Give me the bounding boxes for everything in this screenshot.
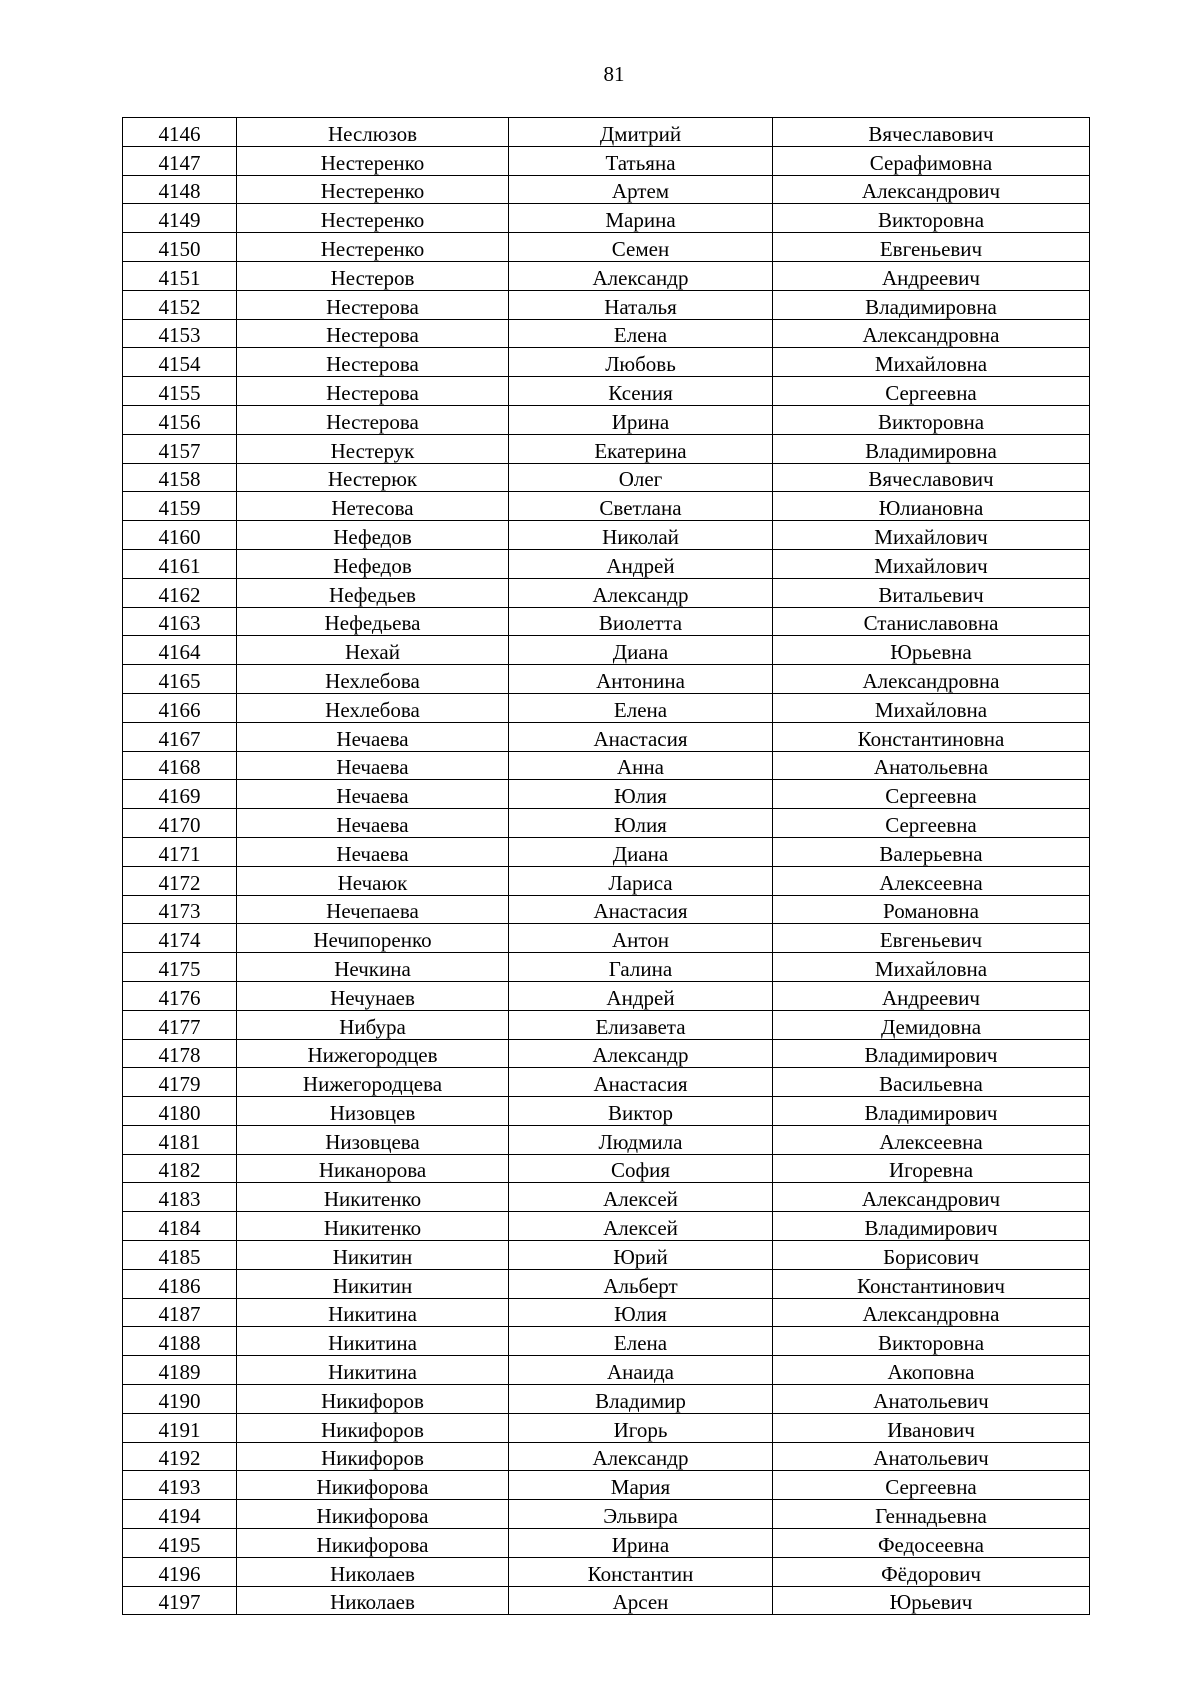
patronymic-cell: Игоревна bbox=[773, 1154, 1090, 1183]
first-name-cell: Светлана bbox=[509, 492, 773, 521]
patronymic-cell: Фёдорович bbox=[773, 1557, 1090, 1586]
first-name-cell: Наталья bbox=[509, 290, 773, 319]
row-number-cell: 4159 bbox=[123, 492, 237, 521]
table-row bbox=[123, 348, 1090, 377]
row-number-cell: 4162 bbox=[123, 578, 237, 607]
last-name-cell: Никитенко bbox=[237, 1212, 509, 1241]
first-name-cell: Дмитрий bbox=[509, 118, 773, 147]
last-name-cell: Нестеренко bbox=[237, 146, 509, 175]
last-name-cell: Нефедов bbox=[237, 521, 509, 550]
table-row bbox=[123, 780, 1090, 809]
table-row bbox=[123, 549, 1090, 578]
table-row bbox=[123, 1183, 1090, 1212]
row-number-cell: 4164 bbox=[123, 636, 237, 665]
first-name-cell: Анна bbox=[509, 751, 773, 780]
table-row bbox=[123, 319, 1090, 348]
row-number-cell: 4190 bbox=[123, 1385, 237, 1414]
first-name-cell: Александр bbox=[509, 1442, 773, 1471]
patronymic-cell: Сергеевна bbox=[773, 1471, 1090, 1500]
row-number-cell: 4182 bbox=[123, 1154, 237, 1183]
first-name-cell: Олег bbox=[509, 463, 773, 492]
patronymic-cell: Константиновна bbox=[773, 722, 1090, 751]
first-name-cell: Виктор bbox=[509, 1097, 773, 1126]
patronymic-cell: Александровна bbox=[773, 665, 1090, 694]
last-name-cell: Нечаева bbox=[237, 809, 509, 838]
table-row bbox=[123, 1241, 1090, 1270]
first-name-cell: Юлия bbox=[509, 1298, 773, 1327]
patronymic-cell: Вячеславович bbox=[773, 463, 1090, 492]
last-name-cell: Нестеренко bbox=[237, 233, 509, 262]
patronymic-cell: Викторовна bbox=[773, 204, 1090, 233]
row-number-cell: 4184 bbox=[123, 1212, 237, 1241]
last-name-cell: Нестеров bbox=[237, 261, 509, 290]
table-row bbox=[123, 1500, 1090, 1529]
first-name-cell: Александр bbox=[509, 261, 773, 290]
first-name-cell: Константин bbox=[509, 1557, 773, 1586]
table-row bbox=[123, 463, 1090, 492]
last-name-cell: Неслюзов bbox=[237, 118, 509, 147]
patronymic-cell: Акоповна bbox=[773, 1356, 1090, 1385]
first-name-cell: Александр bbox=[509, 1039, 773, 1068]
first-name-cell: Артем bbox=[509, 175, 773, 204]
last-name-cell: Нестерова bbox=[237, 405, 509, 434]
first-name-cell: Анастасия bbox=[509, 895, 773, 924]
row-number-cell: 4168 bbox=[123, 751, 237, 780]
first-name-cell: Мария bbox=[509, 1471, 773, 1500]
first-name-cell: Игорь bbox=[509, 1413, 773, 1442]
last-name-cell: Никитина bbox=[237, 1298, 509, 1327]
row-number-cell: 4160 bbox=[123, 521, 237, 550]
last-name-cell: Низовцев bbox=[237, 1097, 509, 1126]
patronymic-cell: Алексеевна bbox=[773, 866, 1090, 895]
last-name-cell: Нечкина bbox=[237, 953, 509, 982]
table-row bbox=[123, 521, 1090, 550]
table-row bbox=[123, 1356, 1090, 1385]
patronymic-cell: Юрьевна bbox=[773, 636, 1090, 665]
first-name-cell: Алексей bbox=[509, 1183, 773, 1212]
patronymic-cell: Александрович bbox=[773, 175, 1090, 204]
row-number-cell: 4147 bbox=[123, 146, 237, 175]
patronymic-cell: Юрьевич bbox=[773, 1586, 1090, 1615]
row-number-cell: 4169 bbox=[123, 780, 237, 809]
last-name-cell: Никитина bbox=[237, 1327, 509, 1356]
first-name-cell: Виолетта bbox=[509, 607, 773, 636]
last-name-cell: Никитенко bbox=[237, 1183, 509, 1212]
table-row bbox=[123, 751, 1090, 780]
row-number-cell: 4166 bbox=[123, 693, 237, 722]
last-name-cell: Никанорова bbox=[237, 1154, 509, 1183]
patronymic-cell: Витальевич bbox=[773, 578, 1090, 607]
first-name-cell: Антонина bbox=[509, 665, 773, 694]
patronymic-cell: Константинович bbox=[773, 1269, 1090, 1298]
first-name-cell: Марина bbox=[509, 204, 773, 233]
patronymic-cell: Михайловна bbox=[773, 693, 1090, 722]
row-number-cell: 4156 bbox=[123, 405, 237, 434]
first-name-cell: Елена bbox=[509, 1327, 773, 1356]
patronymic-cell: Михайловна bbox=[773, 953, 1090, 982]
row-number-cell: 4183 bbox=[123, 1183, 237, 1212]
row-number-cell: 4153 bbox=[123, 319, 237, 348]
patronymic-cell: Демидовна bbox=[773, 1010, 1090, 1039]
patronymic-cell: Серафимовна bbox=[773, 146, 1090, 175]
table-row bbox=[123, 1586, 1090, 1615]
first-name-cell: Диана bbox=[509, 837, 773, 866]
first-name-cell: Юрий bbox=[509, 1241, 773, 1270]
last-name-cell: Никифоров bbox=[237, 1385, 509, 1414]
table-row bbox=[123, 722, 1090, 751]
page-number: 81 bbox=[603, 62, 625, 86]
last-name-cell: Нижегородцева bbox=[237, 1068, 509, 1097]
first-name-cell: Семен bbox=[509, 233, 773, 262]
first-name-cell: Алексей bbox=[509, 1212, 773, 1241]
row-number-cell: 4165 bbox=[123, 665, 237, 694]
last-name-cell: Никифорова bbox=[237, 1529, 509, 1558]
last-name-cell: Нестерова bbox=[237, 290, 509, 319]
row-number-cell: 4180 bbox=[123, 1097, 237, 1126]
first-name-cell: Альберт bbox=[509, 1269, 773, 1298]
row-number-cell: 4149 bbox=[123, 204, 237, 233]
row-number-cell: 4178 bbox=[123, 1039, 237, 1068]
first-name-cell: Юлия bbox=[509, 809, 773, 838]
table-row bbox=[123, 953, 1090, 982]
table-row bbox=[123, 1413, 1090, 1442]
last-name-cell: Нечипоренко bbox=[237, 924, 509, 953]
table-row bbox=[123, 924, 1090, 953]
patronymic-cell: Алексеевна bbox=[773, 1125, 1090, 1154]
table-row bbox=[123, 175, 1090, 204]
table-row bbox=[123, 607, 1090, 636]
first-name-cell: Татьяна bbox=[509, 146, 773, 175]
patronymic-cell: Евгеньевич bbox=[773, 924, 1090, 953]
last-name-cell: Никифоров bbox=[237, 1413, 509, 1442]
patronymic-cell: Евгеньевич bbox=[773, 233, 1090, 262]
last-name-cell: Нестерова bbox=[237, 348, 509, 377]
row-number-cell: 4192 bbox=[123, 1442, 237, 1471]
last-name-cell: Нечунаев bbox=[237, 981, 509, 1010]
table-row bbox=[123, 434, 1090, 463]
first-name-cell: Лариса bbox=[509, 866, 773, 895]
row-number-cell: 4195 bbox=[123, 1529, 237, 1558]
table-row bbox=[123, 809, 1090, 838]
row-number-cell: 4152 bbox=[123, 290, 237, 319]
first-name-cell: Антон bbox=[509, 924, 773, 953]
row-number-cell: 4163 bbox=[123, 607, 237, 636]
row-number-cell: 4194 bbox=[123, 1500, 237, 1529]
last-name-cell: Нестерова bbox=[237, 319, 509, 348]
row-number-cell: 4171 bbox=[123, 837, 237, 866]
last-name-cell: Нестеренко bbox=[237, 175, 509, 204]
last-name-cell: Никитин bbox=[237, 1241, 509, 1270]
first-name-cell: Елена bbox=[509, 693, 773, 722]
first-name-cell: Любовь bbox=[509, 348, 773, 377]
last-name-cell: Низовцева bbox=[237, 1125, 509, 1154]
patronymic-cell: Михайлович bbox=[773, 521, 1090, 550]
first-name-cell: Галина bbox=[509, 953, 773, 982]
last-name-cell: Нехай bbox=[237, 636, 509, 665]
first-name-cell: Владимир bbox=[509, 1385, 773, 1414]
first-name-cell: Елизавета bbox=[509, 1010, 773, 1039]
patronymic-cell: Романовна bbox=[773, 895, 1090, 924]
first-name-cell: Анаида bbox=[509, 1356, 773, 1385]
first-name-cell: Эльвира bbox=[509, 1500, 773, 1529]
table-row bbox=[123, 261, 1090, 290]
table-row bbox=[123, 1269, 1090, 1298]
row-number-cell: 4173 bbox=[123, 895, 237, 924]
first-name-cell: Юлия bbox=[509, 780, 773, 809]
table-row bbox=[123, 1068, 1090, 1097]
first-name-cell: Андрей bbox=[509, 981, 773, 1010]
patronymic-cell: Андреевич bbox=[773, 261, 1090, 290]
patronymic-cell: Анатольевич bbox=[773, 1442, 1090, 1471]
patronymic-cell: Борисович bbox=[773, 1241, 1090, 1270]
row-number-cell: 4172 bbox=[123, 866, 237, 895]
patronymic-cell: Анатольевич bbox=[773, 1385, 1090, 1414]
row-number-cell: 4175 bbox=[123, 953, 237, 982]
table-row bbox=[123, 204, 1090, 233]
table-row bbox=[123, 377, 1090, 406]
last-name-cell: Николаев bbox=[237, 1557, 509, 1586]
last-name-cell: Нехлебова bbox=[237, 693, 509, 722]
patronymic-cell: Станиславовна bbox=[773, 607, 1090, 636]
patronymic-cell: Геннадьевна bbox=[773, 1500, 1090, 1529]
patronymic-cell: Васильевна bbox=[773, 1068, 1090, 1097]
roster-body bbox=[123, 118, 1090, 1615]
patronymic-cell: Сергеевна bbox=[773, 780, 1090, 809]
row-number-cell: 4197 bbox=[123, 1586, 237, 1615]
first-name-cell: Ксения bbox=[509, 377, 773, 406]
row-number-cell: 4161 bbox=[123, 549, 237, 578]
row-number-cell: 4167 bbox=[123, 722, 237, 751]
patronymic-cell: Викторовна bbox=[773, 405, 1090, 434]
table-row bbox=[123, 693, 1090, 722]
first-name-cell: Ирина bbox=[509, 405, 773, 434]
last-name-cell: Нибура bbox=[237, 1010, 509, 1039]
row-number-cell: 4154 bbox=[123, 348, 237, 377]
patronymic-cell: Александровна bbox=[773, 319, 1090, 348]
patronymic-cell: Александровна bbox=[773, 1298, 1090, 1327]
table-row bbox=[123, 578, 1090, 607]
last-name-cell: Нечаева bbox=[237, 722, 509, 751]
last-name-cell: Нестерюк bbox=[237, 463, 509, 492]
table-row bbox=[123, 837, 1090, 866]
row-number-cell: 4170 bbox=[123, 809, 237, 838]
table-row bbox=[123, 1471, 1090, 1500]
last-name-cell: Никитина bbox=[237, 1356, 509, 1385]
patronymic-cell: Александрович bbox=[773, 1183, 1090, 1212]
patronymic-cell: Вячеславович bbox=[773, 118, 1090, 147]
patronymic-cell: Сергеевна bbox=[773, 377, 1090, 406]
last-name-cell: Нечаева bbox=[237, 751, 509, 780]
row-number-cell: 4151 bbox=[123, 261, 237, 290]
patronymic-cell: Викторовна bbox=[773, 1327, 1090, 1356]
patronymic-cell: Юлиановна bbox=[773, 492, 1090, 521]
table-row bbox=[123, 1125, 1090, 1154]
last-name-cell: Нетесова bbox=[237, 492, 509, 521]
table-row bbox=[123, 405, 1090, 434]
last-name-cell: Нечаева bbox=[237, 837, 509, 866]
row-number-cell: 4187 bbox=[123, 1298, 237, 1327]
first-name-cell: Диана bbox=[509, 636, 773, 665]
patronymic-cell: Владимирович bbox=[773, 1097, 1090, 1126]
first-name-cell: Андрей bbox=[509, 549, 773, 578]
patronymic-cell: Валерьевна bbox=[773, 837, 1090, 866]
last-name-cell: Нестерова bbox=[237, 377, 509, 406]
last-name-cell: Нечаюк bbox=[237, 866, 509, 895]
table-row bbox=[123, 1212, 1090, 1241]
row-number-cell: 4176 bbox=[123, 981, 237, 1010]
row-number-cell: 4179 bbox=[123, 1068, 237, 1097]
patronymic-cell: Иванович bbox=[773, 1413, 1090, 1442]
last-name-cell: Нехлебова bbox=[237, 665, 509, 694]
table-row bbox=[123, 1529, 1090, 1558]
patronymic-cell: Владимировна bbox=[773, 434, 1090, 463]
patronymic-cell: Владимирович bbox=[773, 1212, 1090, 1241]
row-number-cell: 4177 bbox=[123, 1010, 237, 1039]
row-number-cell: 4157 bbox=[123, 434, 237, 463]
patronymic-cell: Андреевич bbox=[773, 981, 1090, 1010]
last-name-cell: Нефедьев bbox=[237, 578, 509, 607]
row-number-cell: 4185 bbox=[123, 1241, 237, 1270]
last-name-cell: Нечепаева bbox=[237, 895, 509, 924]
first-name-cell: Анастасия bbox=[509, 1068, 773, 1097]
row-number-cell: 4181 bbox=[123, 1125, 237, 1154]
table-row bbox=[123, 492, 1090, 521]
table-row bbox=[123, 895, 1090, 924]
table-row bbox=[123, 1557, 1090, 1586]
last-name-cell: Нижегородцев bbox=[237, 1039, 509, 1068]
last-name-cell: Никифорова bbox=[237, 1500, 509, 1529]
last-name-cell: Нечаева bbox=[237, 780, 509, 809]
row-number-cell: 4174 bbox=[123, 924, 237, 953]
table-row bbox=[123, 866, 1090, 895]
last-name-cell: Никифоров bbox=[237, 1442, 509, 1471]
table-row bbox=[123, 1097, 1090, 1126]
row-number-cell: 4188 bbox=[123, 1327, 237, 1356]
last-name-cell: Никифорова bbox=[237, 1471, 509, 1500]
table-row bbox=[123, 665, 1090, 694]
table-row bbox=[123, 233, 1090, 262]
last-name-cell: Нестеренко bbox=[237, 204, 509, 233]
table-row bbox=[123, 290, 1090, 319]
patronymic-cell: Владимирович bbox=[773, 1039, 1090, 1068]
table-row bbox=[123, 1298, 1090, 1327]
table-row bbox=[123, 1327, 1090, 1356]
first-name-cell: София bbox=[509, 1154, 773, 1183]
row-number-cell: 4191 bbox=[123, 1413, 237, 1442]
table-row bbox=[123, 146, 1090, 175]
table-row bbox=[123, 1010, 1090, 1039]
row-number-cell: 4158 bbox=[123, 463, 237, 492]
row-number-cell: 4189 bbox=[123, 1356, 237, 1385]
table-row bbox=[123, 1039, 1090, 1068]
first-name-cell: Екатерина bbox=[509, 434, 773, 463]
table-row bbox=[123, 118, 1090, 147]
table-row bbox=[123, 1385, 1090, 1414]
first-name-cell: Анастасия bbox=[509, 722, 773, 751]
row-number-cell: 4150 bbox=[123, 233, 237, 262]
last-name-cell: Николаев bbox=[237, 1586, 509, 1615]
last-name-cell: Нестерук bbox=[237, 434, 509, 463]
row-number-cell: 4146 bbox=[123, 118, 237, 147]
row-number-cell: 4196 bbox=[123, 1557, 237, 1586]
patronymic-cell: Анатольевна bbox=[773, 751, 1090, 780]
patronymic-cell: Владимировна bbox=[773, 290, 1090, 319]
first-name-cell: Арсен bbox=[509, 1586, 773, 1615]
roster-table bbox=[122, 117, 1090, 1615]
patronymic-cell: Сергеевна bbox=[773, 809, 1090, 838]
table-row bbox=[123, 636, 1090, 665]
patronymic-cell: Михайлович bbox=[773, 549, 1090, 578]
row-number-cell: 4148 bbox=[123, 175, 237, 204]
table-row bbox=[123, 981, 1090, 1010]
last-name-cell: Нефедьева bbox=[237, 607, 509, 636]
table-row bbox=[123, 1154, 1090, 1183]
row-number-cell: 4186 bbox=[123, 1269, 237, 1298]
patronymic-cell: Федосеевна bbox=[773, 1529, 1090, 1558]
row-number-cell: 4193 bbox=[123, 1471, 237, 1500]
row-number-cell: 4155 bbox=[123, 377, 237, 406]
first-name-cell: Елена bbox=[509, 319, 773, 348]
first-name-cell: Николай bbox=[509, 521, 773, 550]
table-row bbox=[123, 1442, 1090, 1471]
last-name-cell: Никитин bbox=[237, 1269, 509, 1298]
first-name-cell: Людмила bbox=[509, 1125, 773, 1154]
first-name-cell: Александр bbox=[509, 578, 773, 607]
last-name-cell: Нефедов bbox=[237, 549, 509, 578]
patronymic-cell: Михайловна bbox=[773, 348, 1090, 377]
first-name-cell: Ирина bbox=[509, 1529, 773, 1558]
